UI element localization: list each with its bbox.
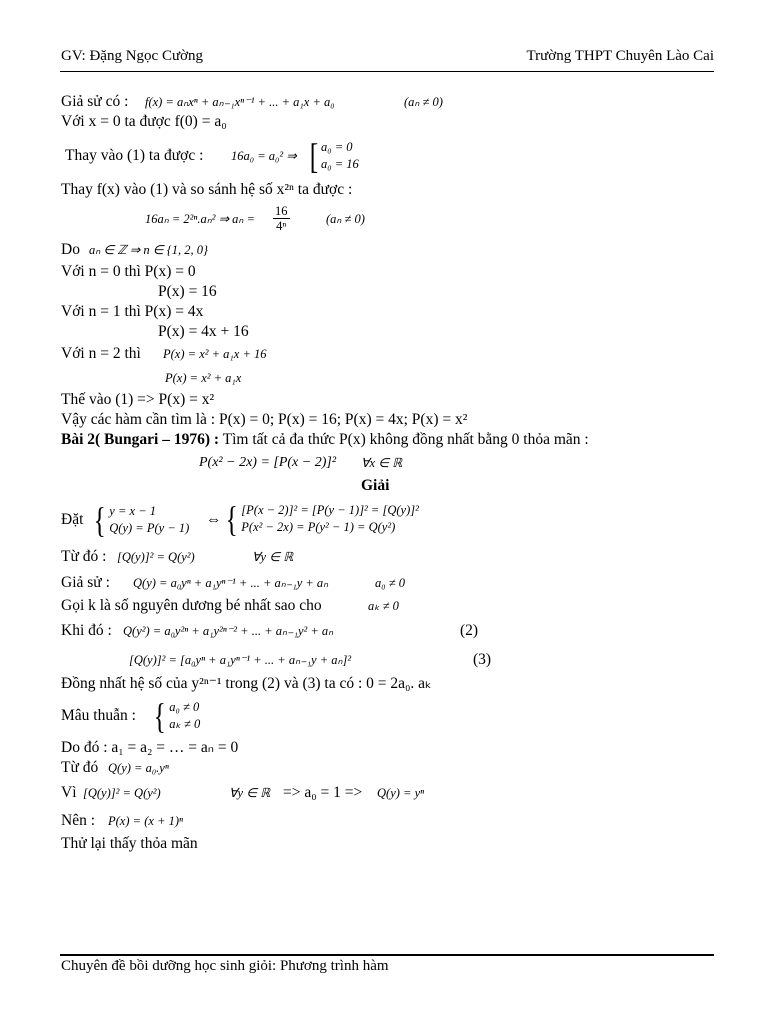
sys-1-row-1: y = x − 1	[109, 504, 156, 518]
math-condition: ∀x ∈ ℝ	[361, 456, 403, 470]
math-equation: P(x) = x² + a₁x	[165, 371, 242, 385]
math-equation: [Q(y)]² = [a₀yⁿ + a₁yⁿ⁻¹ + ... + aₙ₋₁y + aₙ]²	[129, 653, 352, 667]
line-n2	[61, 342, 721, 366]
case-1: a₀ = 0	[321, 140, 353, 154]
math-condition: (aₙ ≠ 0)	[404, 95, 443, 109]
math-equation: Q(y²) = a₀y²ⁿ + a₁y²ⁿ⁻² + ... + aₙ₋₁y² + aₙ	[123, 624, 334, 638]
text: Tìm tất cả đa thức P(x) không đồng nhất bằng 0 thỏa mãn :	[219, 431, 589, 448]
equation-tag-3: (3)	[473, 651, 492, 668]
math-condition: (aₙ ≠ 0)	[326, 212, 365, 226]
line-because	[61, 778, 721, 808]
line-set	[61, 496, 721, 544]
line-n0: Với n = 0 thì P(x) = 0	[61, 263, 196, 280]
denominator: 4ⁿ	[276, 219, 287, 233]
line-identify-coef: Đồng nhất hệ số của y²ⁿ⁻¹ trong (2) và (3) ta có : 0 = 2a₀. aₖ	[61, 675, 432, 692]
math-equation: Q(y) = a₀yⁿ + a₁yⁿ⁻¹ + ... + aₙ₋₁y + aₙ	[133, 576, 329, 590]
math-answer: P(x) = (x + 1)ⁿ	[108, 814, 183, 828]
text: Giả sử :	[61, 574, 110, 591]
math-equation: Q(y) = a₀.yⁿ	[108, 761, 169, 775]
math-set: aₙ ∈ ℤ ⇒ n ∈ {1, 2, 0}	[89, 243, 209, 257]
numerator: 16	[275, 204, 288, 218]
document-body	[61, 92, 721, 854]
line-from-that	[61, 758, 721, 778]
line-since	[61, 238, 721, 262]
iff-symbol: ⇔	[206, 511, 222, 528]
line-substitute-result: Thế vào (1) => P(x) = x²	[61, 391, 215, 408]
text: Thay vào (1) ta được :	[65, 147, 204, 164]
sys-1-row-2: Q(y) = P(y − 1)	[109, 521, 190, 535]
math-fraction	[273, 204, 290, 233]
line-assume	[61, 92, 721, 112]
line-n1: Với n = 1 thì P(x) = 4x	[61, 303, 204, 320]
case-2: a₀ = 16	[321, 157, 359, 171]
math-polynomial: f(x) = aₙxⁿ + aₙ₋₁xⁿ⁻¹ + ... + a₁x + a₀	[145, 95, 335, 109]
math-result: Q(y) = yⁿ	[377, 786, 425, 800]
problem-2-title: Bài 2( Bungari – 1976) :	[61, 431, 220, 448]
line-therefore	[61, 544, 721, 570]
text: Do	[61, 241, 80, 258]
text: Khi đó :	[61, 622, 112, 639]
header-divider	[60, 71, 714, 72]
header-school: Trường THPT Chuyên Lào Cai	[526, 48, 714, 64]
sys-2-row-1: [P(x − 2)]² = [P(y − 1)]² = [Q(y)]²	[241, 503, 419, 517]
line-n1-b: P(x) = 4x + 16	[158, 323, 249, 340]
math-system-1: { y = x − 1 Q(y) = P(y − 1)	[93, 500, 190, 540]
math-condition: ∀y ∈ ℝ	[252, 550, 294, 564]
math-equation: 16aₙ = 2²ⁿ.aₙ² ⇒ aₙ =	[145, 212, 255, 226]
math-system-2: { [P(x − 2)]² = [P(y − 1)]² = [Q(y)]² P(x² − 2x) = P(y² − 1) = Q(y²)	[225, 499, 419, 539]
text: Gọi k là số nguyên dương bé nhất sao cho	[61, 597, 322, 614]
line-then	[61, 616, 721, 646]
line-smallest-k	[61, 596, 721, 616]
line-compare: Thay f(x) vào (1) và so sánh hệ số x²ⁿ ta được :	[61, 181, 353, 198]
line-x0: Với x = 0 ta được f(0) = a₀	[61, 113, 227, 130]
math-condition: aₖ ≠ 0	[368, 599, 399, 613]
math-equation: [Q(y)]² = Q(y²)	[83, 786, 161, 800]
math-equation: 16a₀ = a₀² ⇒	[231, 149, 297, 163]
text: Từ đó :	[61, 548, 107, 565]
math-condition: ∀y ∈ ℝ	[229, 786, 271, 800]
line-n0-b: P(x) = 16	[158, 283, 217, 300]
text-implies: => a₀ = 1 =>	[283, 784, 363, 801]
footer-title: Chuyên đề bồi dưỡng học sinh giỏi: Phương trình hàm	[61, 958, 389, 974]
math-cases: [ a₀ = 0 a₀ = 16	[309, 136, 359, 176]
equation-tag-2: (2)	[460, 622, 479, 639]
text: Mâu thuẫn :	[61, 707, 136, 724]
math-equation: P(x) = x² + a₁x + 16	[163, 347, 267, 361]
math-equation: P(x² − 2x) = [P(x − 2)]²	[199, 455, 337, 470]
line-so	[61, 808, 721, 834]
text: Giả sử có :	[61, 93, 129, 110]
condition-2: aₖ ≠ 0	[169, 717, 201, 731]
line-square	[61, 646, 721, 674]
text: Từ đó	[61, 759, 99, 776]
line-verify: Thử lại thấy thỏa mãn	[61, 835, 198, 852]
line-hence: Do đó : a₁ = a₂ = … = aₙ = 0	[61, 739, 239, 756]
text: Đặt	[61, 511, 84, 528]
text: Với n = 2 thì	[61, 345, 141, 362]
text: Vì	[61, 784, 77, 801]
header-teacher: GV: Đặng Ngọc Cường	[61, 48, 204, 64]
problem-2-statement	[61, 430, 721, 450]
solution-heading: Giải	[361, 477, 390, 494]
condition-1: a₀ ≠ 0	[169, 700, 200, 714]
line-functional-eq	[61, 450, 721, 476]
math-condition: a₀ ≠ 0	[375, 576, 405, 590]
footer-divider	[60, 954, 714, 956]
text: Nên :	[61, 812, 96, 829]
line-leading-coef	[61, 200, 721, 238]
math-conditions: { a₀ ≠ 0 aₖ ≠ 0	[153, 696, 201, 736]
line-contradiction	[61, 694, 721, 738]
line-n2-b	[61, 366, 721, 390]
sys-2-row-2: P(x² − 2x) = P(y² − 1) = Q(y²)	[241, 520, 396, 534]
line-conclusion: Vậy các hàm cần tìm là : P(x) = 0; P(x) = 16; P(x) = 4x; P(x) = x²	[61, 411, 468, 428]
math-equation: [Q(y)]² = Q(y²)	[117, 550, 195, 564]
line-suppose	[61, 570, 721, 596]
line-substitute	[61, 132, 721, 180]
